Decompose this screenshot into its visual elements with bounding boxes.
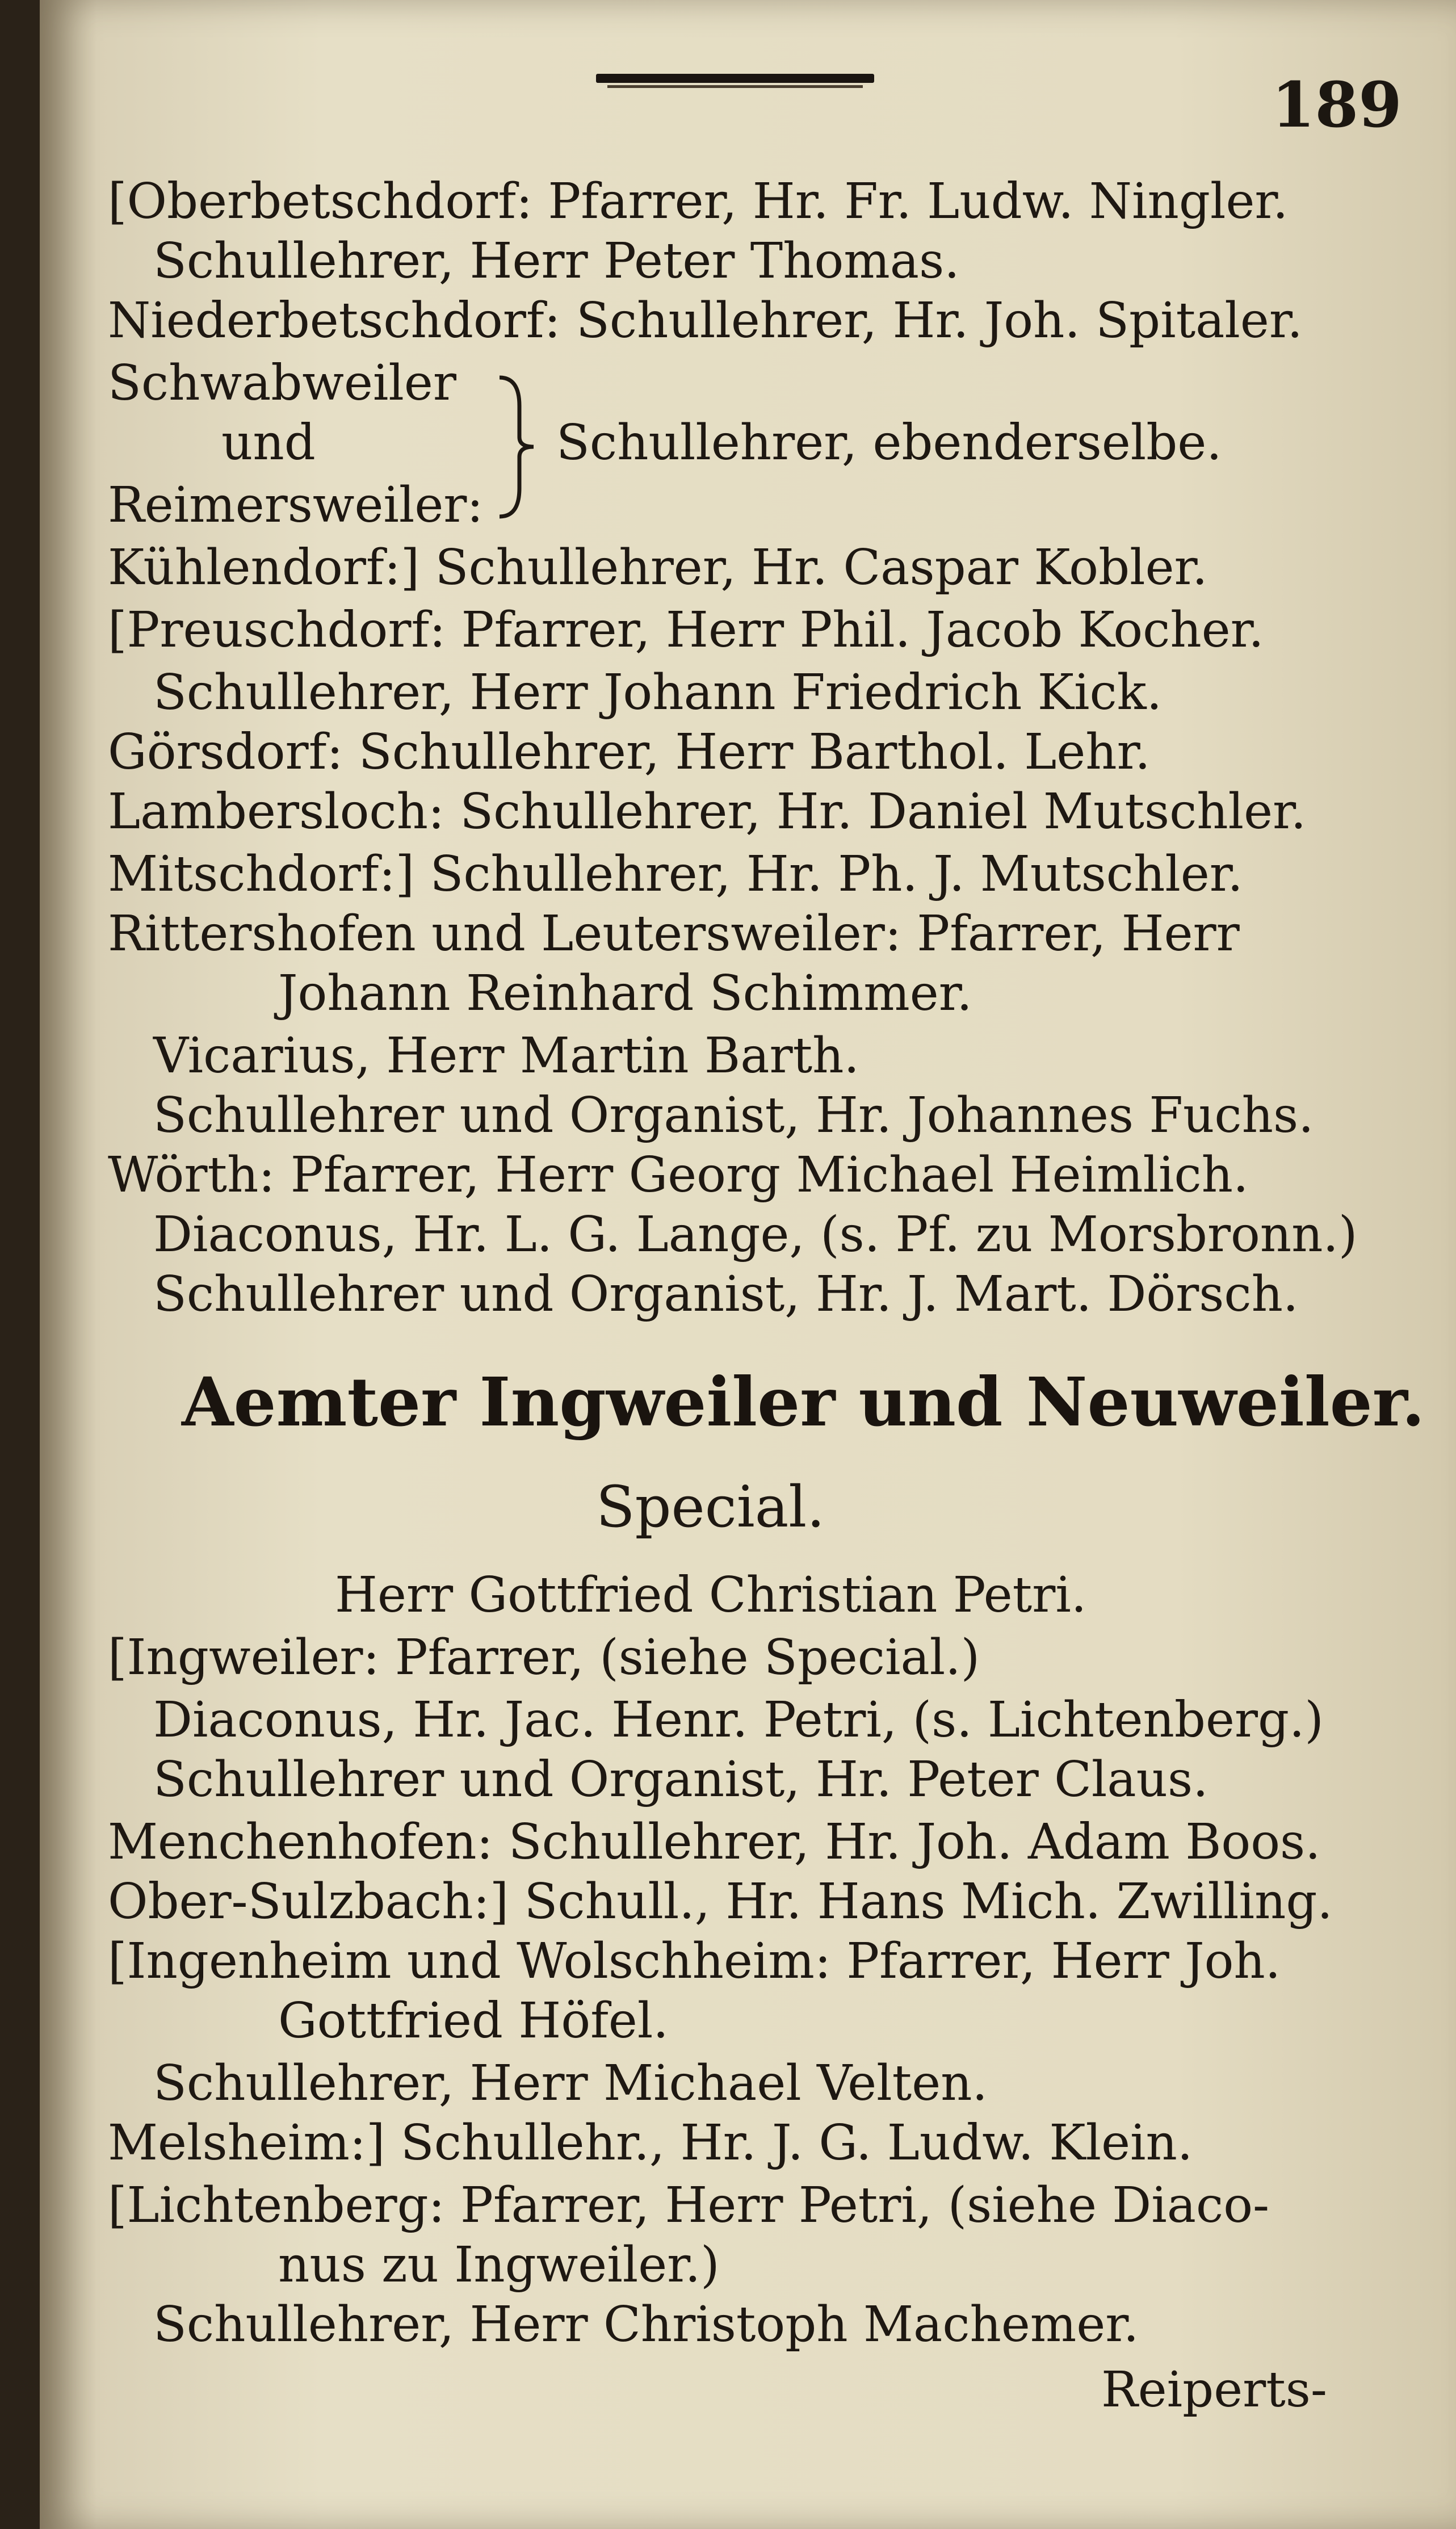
entry-line: Schwabweiler — [108, 355, 456, 412]
entry-line: Görsdorf: Schullehrer, Herr Barthol. Lehr. — [108, 724, 1151, 781]
header-rule — [596, 74, 874, 83]
entry-line: [Ingweiler: Pfarrer, (siehe Special.) — [108, 1629, 980, 1686]
header-rule-thin — [607, 85, 863, 88]
entry-line: Johann Reinhard Schimmer. — [278, 965, 972, 1022]
entry-line: Diaconus, Hr. L. G. Lange, (s. Pf. zu Morsbronn.) — [153, 1206, 1358, 1263]
section-subheading: Special. — [596, 1474, 825, 1540]
entry-line: Schullehrer, Herr Johann Friedrich Kick. — [153, 664, 1163, 721]
entry-line: [Ingenheim und Wolschheim: Pfarrer, Herr Joh. — [108, 1933, 1281, 1990]
entry-line: Schullehrer und Organist, Hr. J. Mart. Dörsch. — [153, 1266, 1299, 1323]
entry-line: Schullehrer und Organist, Hr. Johannes Fuchs. — [153, 1087, 1314, 1144]
entry-line: Herr Gottfried Christian Petri. — [335, 1567, 1087, 1624]
entry-line: Ober-Sulzbach:] Schull., Hr. Hans Mich. Zwilling. — [108, 1873, 1333, 1930]
entry-line: Lambersloch: Schullehrer, Hr. Daniel Mutschler. — [108, 783, 1307, 840]
page-number: 189 — [1272, 68, 1402, 141]
entry-line: Schullehrer und Organist, Hr. Peter Claus. — [153, 1751, 1209, 1808]
entry-line: Melsheim:] Schullehr., Hr. J. G. Ludw. Klein. — [108, 2115, 1193, 2171]
entry-line: Schullehrer, Herr Christoph Machemer. — [153, 2296, 1139, 2353]
book-page — [40, 0, 1456, 2529]
entry-line: Kühlendorf:] Schullehrer, Hr. Caspar Kobler. — [108, 539, 1208, 596]
entry-line: Vicarius, Herr Martin Barth. — [153, 1027, 859, 1084]
entry-line: Reimersweiler: — [108, 477, 484, 534]
entry-line: Schullehrer, Herr Michael Velten. — [153, 2055, 988, 2112]
entry-line: nus zu Ingweiler.) — [278, 2237, 720, 2293]
entry-line: Rittershofen und Leutersweiler: Pfarrer, Herr — [108, 905, 1240, 962]
entry-line: Schullehrer, ebenderselbe. — [556, 414, 1222, 471]
entry-line: und — [221, 414, 316, 471]
entry-line: [Preuschdorf: Pfarrer, Herr Phil. Jacob Kocher. — [108, 602, 1264, 659]
entry-line: Niederbetschdorf: Schullehrer, Hr. Joh. Spitaler. — [108, 292, 1303, 349]
catchword: Reiperts- — [1101, 2362, 1327, 2418]
entry-line: Schullehrer, Herr Peter Thomas. — [153, 233, 960, 290]
entry-line: [Lichtenberg: Pfarrer, Herr Petri, (siehe Diaco- — [108, 2177, 1270, 2234]
entry-line: [Oberbetschdorf: Pfarrer, Hr. Fr. Ludw. Ningler. — [108, 173, 1289, 230]
section-heading: Aemter Ingweiler und Neuweiler. — [182, 1362, 1425, 1441]
brace-icon — [494, 372, 539, 522]
entry-line: Diaconus, Hr. Jac. Henr. Petri, (s. Lichtenberg.) — [153, 1692, 1324, 1748]
entry-line: Wörth: Pfarrer, Herr Georg Michael Heimlich. — [108, 1147, 1249, 1203]
entry-line: Gottfried Höfel. — [278, 1993, 669, 2049]
entry-line: Mitschdorf:] Schullehrer, Hr. Ph. J. Mutschler. — [108, 846, 1243, 903]
entry-line: Menchenhofen: Schullehrer, Hr. Joh. Adam Boos. — [108, 1814, 1321, 1870]
